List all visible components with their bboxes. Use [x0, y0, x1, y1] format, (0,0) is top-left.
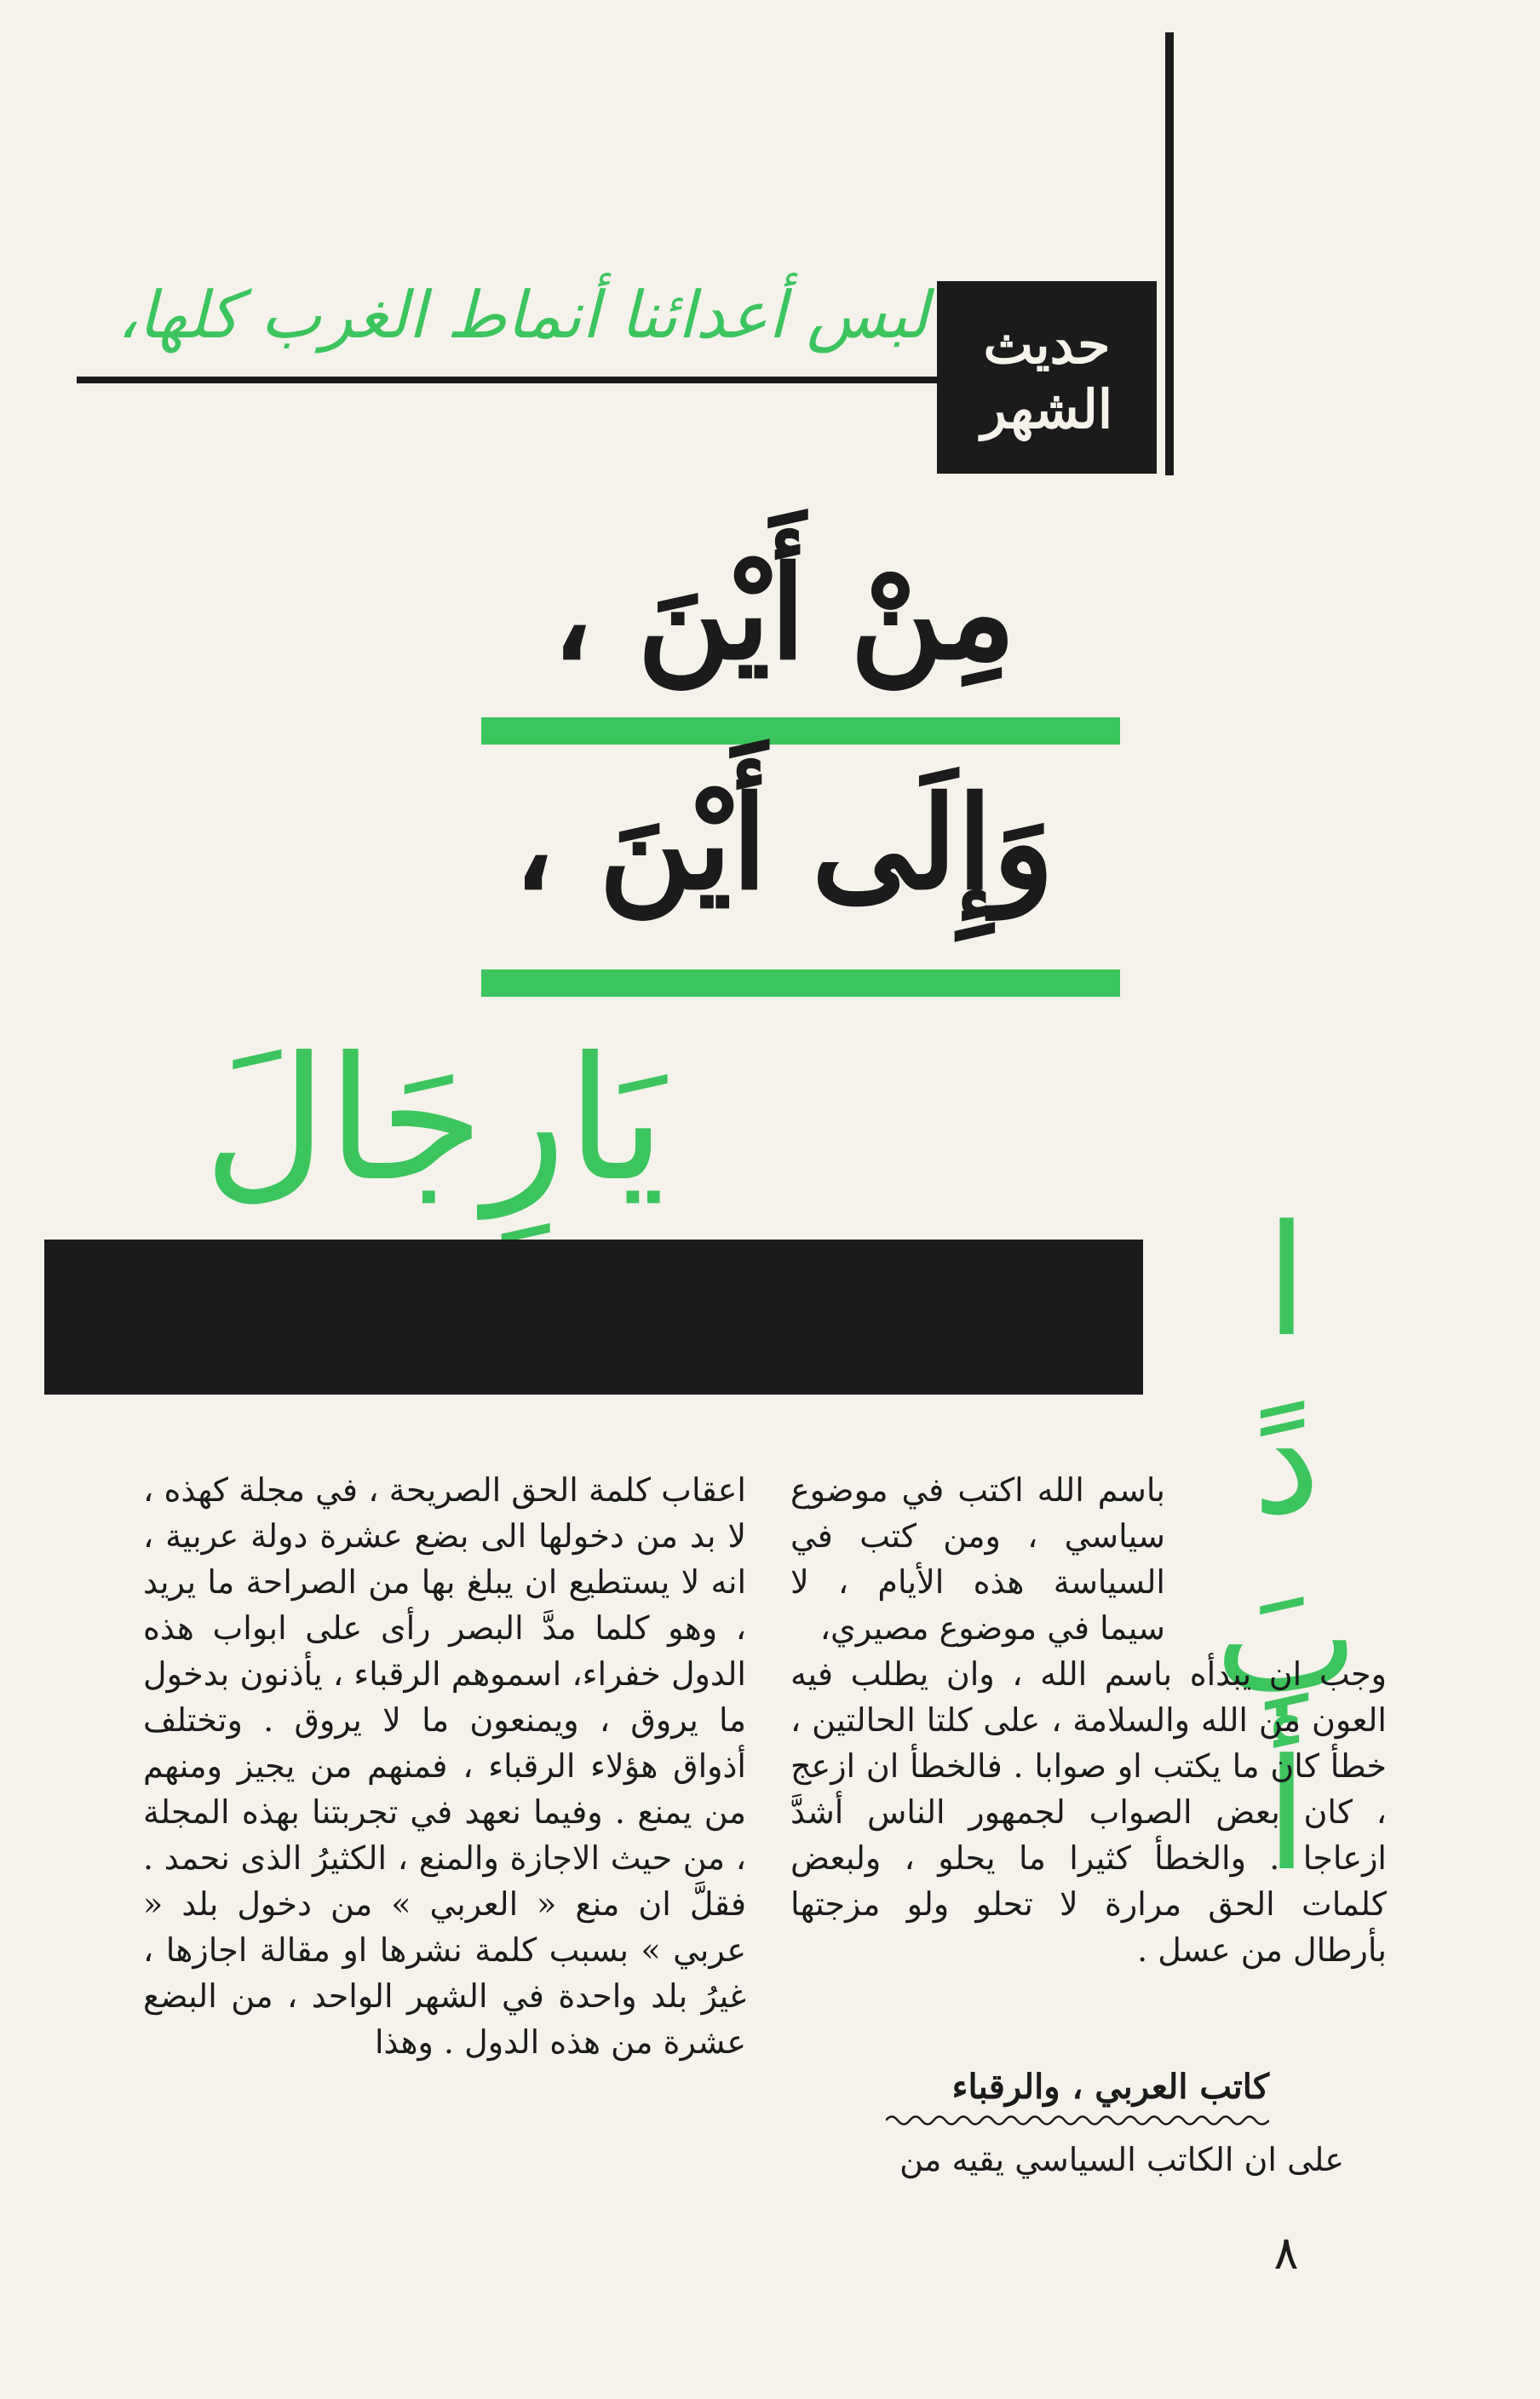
headline-line2: وَإِلَى أَيْنَ ، — [513, 768, 1054, 918]
article-column-right-end — [790, 2137, 1344, 2183]
header-rule — [77, 377, 945, 383]
vertical-rule — [1165, 32, 1174, 475]
page-number: ٨ — [1273, 2226, 1299, 2280]
article-column-left — [143, 1467, 746, 2065]
green-bar — [481, 969, 1120, 997]
green-bar — [481, 717, 1120, 745]
wavy-underline — [886, 2113, 1269, 2128]
section-label-line1: حديث — [983, 314, 1111, 376]
paragraph: باسم الله اكتب في موضوع سياسي ، ومن كتب في السياسة هذه الأيام ، لا سيما في موضوع مصيري، — [790, 1471, 1165, 1647]
tagline: لبس أعدائنا أنماط الغرب كلها، — [117, 277, 928, 353]
headline-line1: مِنْ أَيْنَ ، — [551, 538, 1016, 688]
headline-line3: يَارِجَالَ — [203, 1021, 666, 1219]
section-label-line2: الشهر — [980, 378, 1113, 440]
article-column-right-top — [790, 1467, 1165, 1651]
vertical-headline: أَبَدًا — [1198, 1193, 1376, 1905]
article-column-right — [790, 1651, 1387, 1973]
section-label-box — [937, 281, 1157, 474]
paragraph: اعقاب كلمة الحق الصريحة ، في مجلة كهذه ، لا بد من دخولها الى بضع عشرة دولة عربية ، انه لا يستطيع ان يبلغ بها من الصراحة ما يريد ، وهو كلما مدَّ البصر رأى على ابواب هذه الدول خفراء، اسموهم الرقباء ، يأذنون بدخول ما يروق ، ويمنعون ما لا يروق . وتختلف أذواق هؤلاء الرقباء ، فمنهم من يجيز ومنهم من يمنع . وفيما نعهد في تجربتنا بهذه المجلة ، من حيث الاجازة والمنع ، الكثيرُ الذى نحمد . فقلَّ ان منع « العربي » من دخول بلد « عربي » بسبب كلمة نشرها او مقالة اجازها ، غيرُ بلد واحدة في الشهر الواحد ، من البضع عشرة من هذه الدول . وهذا — [143, 1471, 746, 2061]
paragraph: على ان الكاتب السياسي يقيه من — [899, 2141, 1344, 2178]
section-subheading: كاتب العربي ، والرقباء — [951, 2067, 1269, 2107]
black-band — [44, 1240, 1143, 1395]
paragraph: وجب ان يبدأه باسم الله ، وان يطلب فيه العون من الله والسلامة ، على كلتا الحالتين ، خطأ كان ما يكتب او صوابا . فالخطأ ان ازعج ، كان بعض الصواب لجمهور الناس أشدَّ ازعاجا . والخطأ كثيرا ما يحلو ، ولبعض كلمات الحق مرارة لا تحلو ولو مزجتها بأرطال من عسل . — [790, 1655, 1387, 1969]
